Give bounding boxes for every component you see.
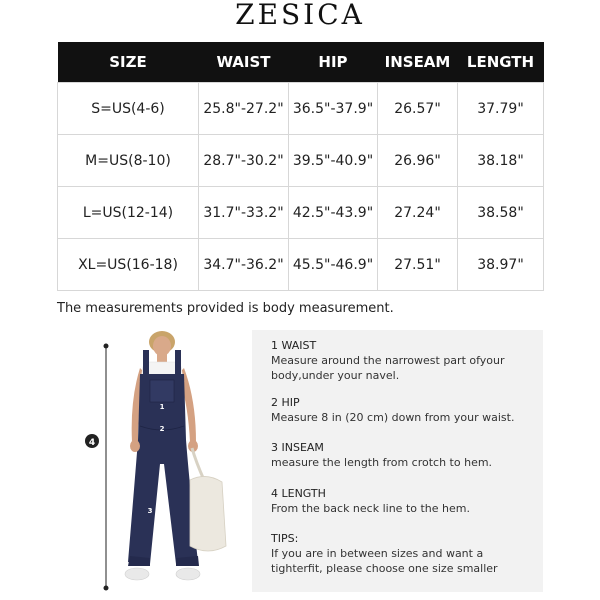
length-marker-label: 4 <box>88 438 96 448</box>
length-guide-top-dot <box>104 344 109 349</box>
sizing-tips-heading: TIPS: <box>271 532 299 545</box>
measurement-note: The measurements provided is body measurement. <box>57 301 394 316</box>
sizing-tips-body: If you are in between sizes and want a tighterfit, please choose one size smaller <box>271 547 498 575</box>
waist-cell: 25.8"-27.2" <box>199 83 289 135</box>
table-header-row <box>58 42 544 83</box>
model-head <box>153 336 171 356</box>
model-left-hand <box>130 440 140 452</box>
tote-bag-icon <box>190 476 226 551</box>
length-instruction-body: From the back neck line to the hem. <box>271 502 470 515</box>
length-cell: 38.97" <box>458 239 544 291</box>
hip-instruction-body: Measure 8 in (20 cm) down from your waist. <box>271 411 515 424</box>
inseam-instruction-body: measure the length from crotch to hem. <box>271 456 493 469</box>
model-left-shoe <box>125 568 149 580</box>
overall-left-strap <box>143 350 149 376</box>
hip-marker-label: 2 <box>159 425 165 433</box>
hip-instruction-heading: 2 HIP <box>271 396 300 409</box>
table-row <box>58 187 544 239</box>
table-row <box>58 135 544 187</box>
inseam-cell: 26.96" <box>378 135 458 187</box>
size-chart-table <box>57 42 544 291</box>
inseam-instruction <box>271 440 531 470</box>
header-inseam: INSEAM <box>378 42 458 83</box>
inseam-cell: 27.51" <box>378 239 458 291</box>
length-instruction <box>271 486 531 516</box>
table-row <box>58 83 544 135</box>
size-cell: S=US(4-6) <box>58 83 199 135</box>
hip-cell: 39.5"-40.9" <box>289 135 378 187</box>
waist-cell: 28.7"-30.2" <box>199 135 289 187</box>
model-neck <box>157 354 167 362</box>
waist-cell: 34.7"-36.2" <box>199 239 289 291</box>
hip-cell: 45.5"-46.9" <box>289 239 378 291</box>
hip-cell: 42.5"-43.9" <box>289 187 378 239</box>
hip-instruction <box>271 395 531 425</box>
inseam-cell: 27.24" <box>378 187 458 239</box>
length-instruction-heading: 4 LENGTH <box>271 487 326 500</box>
length-cell: 37.79" <box>458 83 544 135</box>
length-guide-bottom-dot <box>104 586 109 591</box>
table-row <box>58 239 544 291</box>
waist-instruction <box>271 338 531 383</box>
size-cell: XL=US(16-18) <box>58 239 199 291</box>
size-cell: M=US(8-10) <box>58 135 199 187</box>
model-right-shoe <box>176 568 200 580</box>
inseam-instruction-heading: 3 INSEAM <box>271 441 324 454</box>
inseam-marker-label: 3 <box>147 507 153 515</box>
header-length: LENGTH <box>458 42 544 83</box>
model-figure <box>80 330 240 595</box>
waist-marker-label: 1 <box>159 403 165 411</box>
waist-instruction-heading: 1 WAIST <box>271 339 317 352</box>
measurement-guide-panel <box>252 330 543 592</box>
length-cell: 38.58" <box>458 187 544 239</box>
hip-cell: 36.5"-37.9" <box>289 83 378 135</box>
overall-right-strap <box>175 350 181 376</box>
header-size: SIZE <box>58 42 199 83</box>
length-cell: 38.18" <box>458 135 544 187</box>
header-waist: WAIST <box>199 42 289 83</box>
tote-bag-handle <box>192 448 204 480</box>
header-hip: HIP <box>289 42 378 83</box>
size-cell: L=US(12-14) <box>58 187 199 239</box>
overall-bib-pocket <box>150 380 174 402</box>
waist-instruction-body: Measure around the narrowest part ofyour body,under your navel. <box>271 354 505 382</box>
sizing-tips <box>271 531 531 576</box>
waist-cell: 31.7"-33.2" <box>199 187 289 239</box>
model-illustration <box>80 330 240 595</box>
inseam-cell: 26.57" <box>378 83 458 135</box>
brand-logo: ZESICA <box>235 0 365 31</box>
